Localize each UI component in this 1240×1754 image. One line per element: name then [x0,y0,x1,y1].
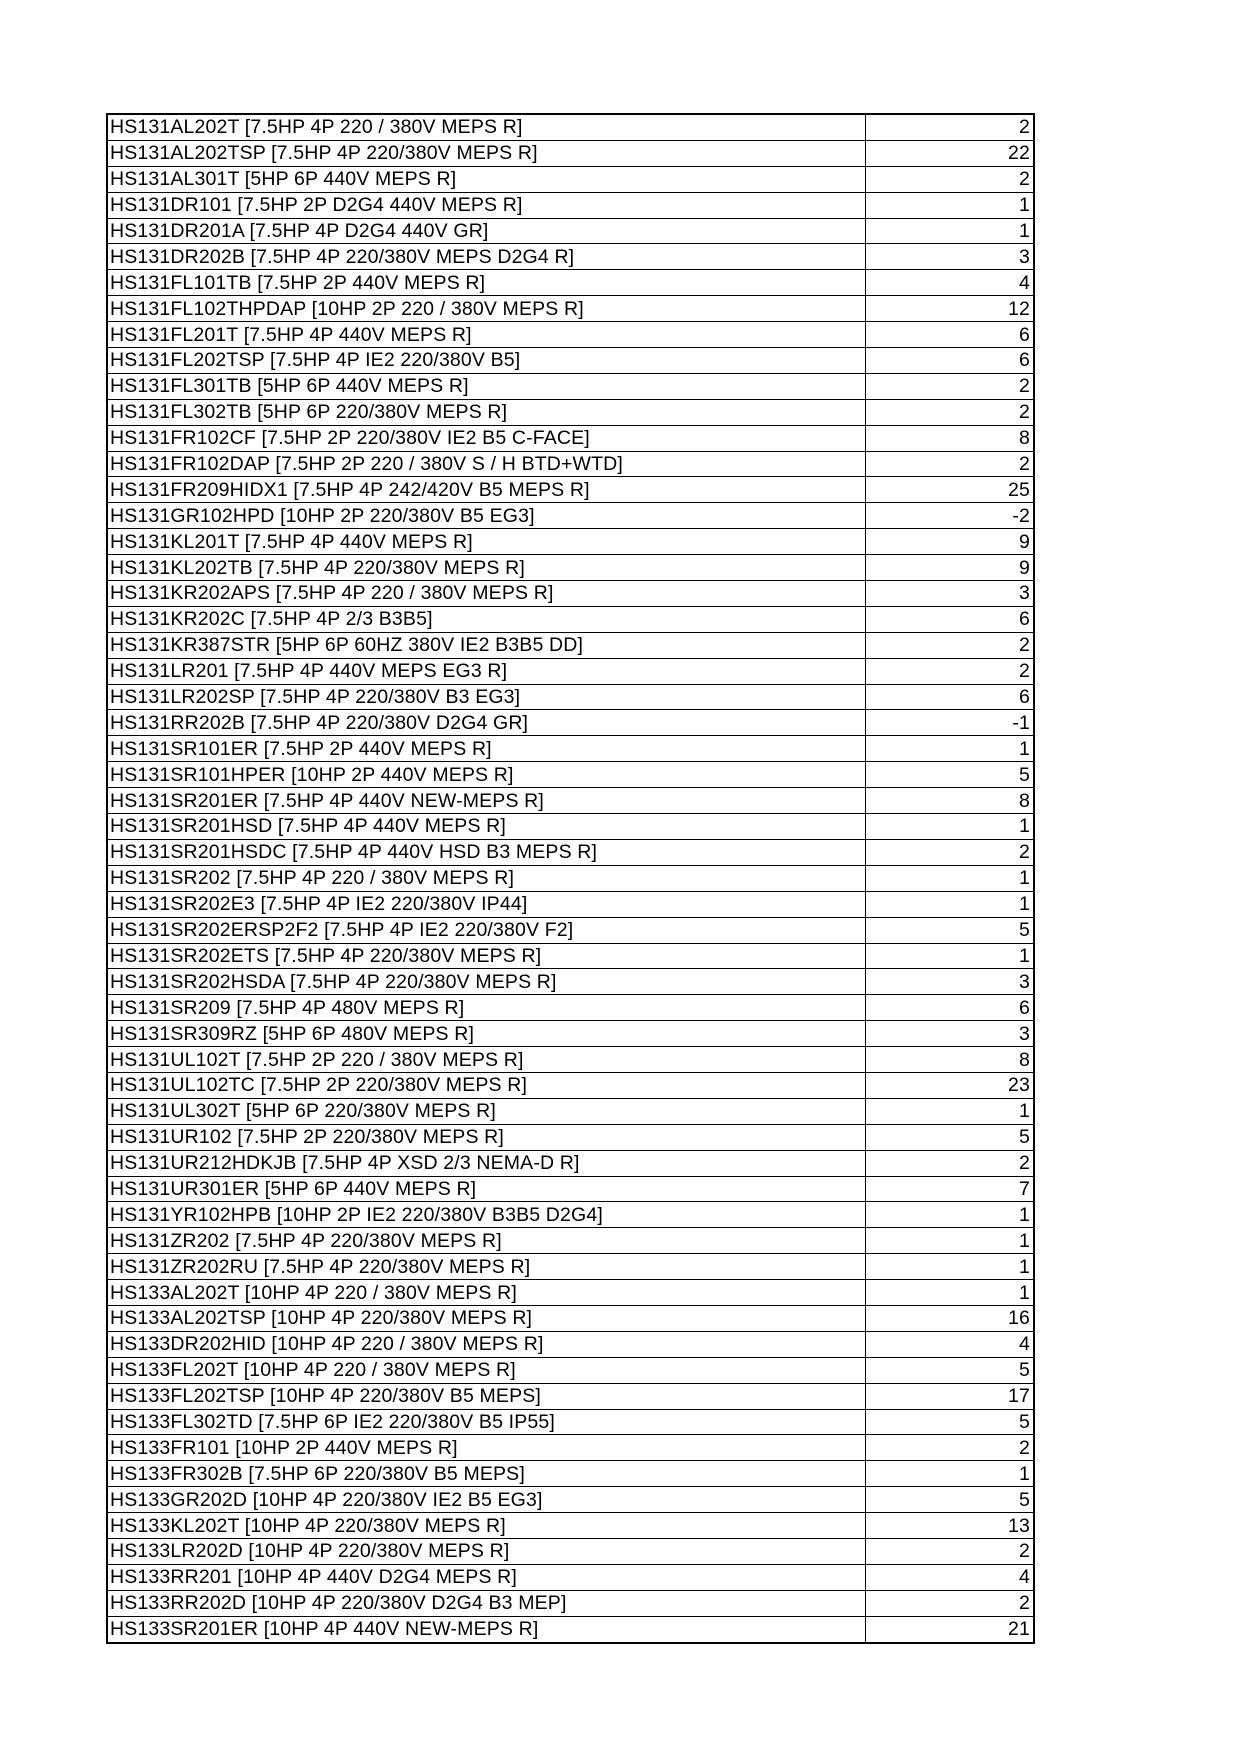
table-row [107,1357,1034,1383]
item-quantity-cell: -2 [866,503,1035,529]
item-quantity-cell: 8 [866,788,1035,814]
item-quantity-cell: 1 [866,1461,1035,1487]
table-row [107,814,1034,840]
item-description-cell: HS131SR201ER [7.5HP 4P 440V NEW-MEPS R] [107,788,866,814]
table-row [107,1590,1034,1616]
item-description-cell: HS131ZR202 [7.5HP 4P 220/380V MEPS R] [107,1228,866,1254]
table-row [107,917,1034,943]
item-description-cell: HS131FL202TSP [7.5HP 4P IE2 220/380V B5] [107,348,866,374]
item-quantity-cell: 7 [866,1176,1035,1202]
table-row [107,788,1034,814]
item-quantity-cell: 1 [866,1228,1035,1254]
item-description-cell: HS131KL202TB [7.5HP 4P 220/380V MEPS R] [107,555,866,581]
table-row [107,839,1034,865]
item-description-cell: HS131FL101TB [7.5HP 2P 440V MEPS R] [107,270,866,296]
item-description-cell: HS131FL302TB [5HP 6P 220/380V MEPS R] [107,399,866,425]
item-description-cell: HS133DR202HID [10HP 4P 220 / 380V MEPS R] [107,1331,866,1357]
table-row [107,969,1034,995]
table-row [107,658,1034,684]
item-quantity-cell: 1 [866,1202,1035,1228]
item-description-cell: HS131DR202B [7.5HP 4P 220/380V MEPS D2G4 R] [107,244,866,270]
item-quantity-cell: 2 [866,399,1035,425]
table-row [107,1176,1034,1202]
table-row [107,1461,1034,1487]
table-row [107,296,1034,322]
item-description-cell: HS131SR201HSD [7.5HP 4P 440V MEPS R] [107,814,866,840]
table-row [107,529,1034,555]
item-description-cell: HS131GR102HPD [10HP 2P 220/380V B5 EG3] [107,503,866,529]
table-row [107,865,1034,891]
table-row [107,1098,1034,1124]
item-quantity-cell: 8 [866,425,1035,451]
item-quantity-cell: 22 [866,140,1035,166]
table-row [107,632,1034,658]
item-description-cell: HS133AL202T [10HP 4P 220 / 380V MEPS R] [107,1280,866,1306]
table-row [107,1228,1034,1254]
inventory-table-body [107,114,1034,1643]
table-row [107,1435,1034,1461]
item-quantity-cell: 2 [866,1590,1035,1616]
item-quantity-cell: 1 [866,943,1035,969]
item-description-cell: HS131AL301T [5HP 6P 440V MEPS R] [107,166,866,192]
item-quantity-cell: 6 [866,606,1035,632]
item-description-cell: HS131KL201T [7.5HP 4P 440V MEPS R] [107,529,866,555]
table-row [107,1280,1034,1306]
table-row [107,1616,1034,1642]
item-description-cell: HS131LR201 [7.5HP 4P 440V MEPS EG3 R] [107,658,866,684]
table-row [107,1487,1034,1513]
item-description-cell: HS133FL202TSP [10HP 4P 220/380V B5 MEPS] [107,1383,866,1409]
item-description-cell: HS131FL102THPDAP [10HP 2P 220 / 380V MEPS R] [107,296,866,322]
table-row [107,1202,1034,1228]
table-row [107,399,1034,425]
item-description-cell: HS133AL202TSP [10HP 4P 220/380V MEPS R] [107,1305,866,1331]
item-description-cell: HS133FL202T [10HP 4P 220 / 380V MEPS R] [107,1357,866,1383]
item-description-cell: HS131FR102CF [7.5HP 2P 220/380V IE2 B5 C-FACE] [107,425,866,451]
item-quantity-cell: 9 [866,555,1035,581]
inventory-table [106,113,1035,1644]
item-quantity-cell: 6 [866,995,1035,1021]
table-row [107,322,1034,348]
table-row [107,218,1034,244]
item-quantity-cell: 9 [866,529,1035,555]
table-row [107,166,1034,192]
item-description-cell: HS133LR202D [10HP 4P 220/380V MEPS R] [107,1538,866,1564]
table-row [107,684,1034,710]
item-quantity-cell: 5 [866,917,1035,943]
table-row [107,762,1034,788]
table-row [107,1047,1034,1073]
item-description-cell: HS131SR101ER [7.5HP 2P 440V MEPS R] [107,736,866,762]
item-description-cell: HS131UL102T [7.5HP 2P 220 / 380V MEPS R] [107,1047,866,1073]
item-quantity-cell: 5 [866,1357,1035,1383]
table-row [107,114,1034,140]
table-row [107,710,1034,736]
table-row [107,1331,1034,1357]
table-row [107,555,1034,581]
item-quantity-cell: 1 [866,1254,1035,1280]
item-quantity-cell: 4 [866,270,1035,296]
item-quantity-cell: 3 [866,969,1035,995]
item-quantity-cell: 3 [866,1021,1035,1047]
item-quantity-cell: 2 [866,632,1035,658]
table-row [107,348,1034,374]
item-quantity-cell: 2 [866,114,1035,140]
table-row [107,373,1034,399]
item-description-cell: HS131SR202 [7.5HP 4P 220 / 380V MEPS R] [107,865,866,891]
table-row [107,1409,1034,1435]
item-quantity-cell: 21 [866,1616,1035,1642]
item-quantity-cell: 6 [866,684,1035,710]
item-description-cell: HS131FL301TB [5HP 6P 440V MEPS R] [107,373,866,399]
item-description-cell: HS131KR202APS [7.5HP 4P 220 / 380V MEPS R] [107,581,866,607]
table-row [107,477,1034,503]
table-row [107,581,1034,607]
table-row [107,943,1034,969]
table-row [107,1383,1034,1409]
item-description-cell: HS131ZR202RU [7.5HP 4P 220/380V MEPS R] [107,1254,866,1280]
item-description-cell: HS133GR202D [10HP 4P 220/380V IE2 B5 EG3] [107,1487,866,1513]
item-quantity-cell: 16 [866,1305,1035,1331]
table-row [107,606,1034,632]
item-quantity-cell: 2 [866,166,1035,192]
item-description-cell: HS131DR101 [7.5HP 2P D2G4 440V MEPS R] [107,192,866,218]
item-description-cell: HS133SR201ER [10HP 4P 440V NEW-MEPS R] [107,1616,866,1642]
item-quantity-cell: 1 [866,1280,1035,1306]
item-description-cell: HS131SR202ERSP2F2 [7.5HP 4P IE2 220/380V F2] [107,917,866,943]
item-description-cell: HS131FR209HIDX1 [7.5HP 4P 242/420V B5 MEPS R] [107,477,866,503]
item-quantity-cell: 1 [866,218,1035,244]
table-row [107,192,1034,218]
item-quantity-cell: 1 [866,736,1035,762]
item-description-cell: HS131SR202E3 [7.5HP 4P IE2 220/380V IP44] [107,891,866,917]
item-quantity-cell: 3 [866,581,1035,607]
item-description-cell: HS131LR202SP [7.5HP 4P 220/380V B3 EG3] [107,684,866,710]
item-quantity-cell: 1 [866,192,1035,218]
table-row [107,1305,1034,1331]
table-row [107,1564,1034,1590]
item-description-cell: HS131UL102TC [7.5HP 2P 220/380V MEPS R] [107,1072,866,1098]
table-row [107,270,1034,296]
item-quantity-cell: 1 [866,814,1035,840]
table-row [107,1513,1034,1539]
item-quantity-cell: 5 [866,762,1035,788]
table-row [107,1150,1034,1176]
item-quantity-cell: 2 [866,1538,1035,1564]
item-description-cell: HS133FR302B [7.5HP 6P 220/380V B5 MEPS] [107,1461,866,1487]
item-quantity-cell: 2 [866,373,1035,399]
item-description-cell: HS131UL302T [5HP 6P 220/380V MEPS R] [107,1098,866,1124]
item-description-cell: HS131DR201A [7.5HP 4P D2G4 440V GR] [107,218,866,244]
table-row [107,1538,1034,1564]
item-quantity-cell: 2 [866,451,1035,477]
item-description-cell: HS131AL202TSP [7.5HP 4P 220/380V MEPS R] [107,140,866,166]
table-row [107,736,1034,762]
item-description-cell: HS131UR102 [7.5HP 2P 220/380V MEPS R] [107,1124,866,1150]
item-description-cell: HS131FR102DAP [7.5HP 2P 220 / 380V S / H BTD+WTD] [107,451,866,477]
item-quantity-cell: 1 [866,1098,1035,1124]
item-description-cell: HS133KL202T [10HP 4P 220/380V MEPS R] [107,1513,866,1539]
item-quantity-cell: 2 [866,839,1035,865]
item-quantity-cell: 5 [866,1124,1035,1150]
item-description-cell: HS131KR387STR [5HP 6P 60HZ 380V IE2 B3B5 DD] [107,632,866,658]
table-row [107,1021,1034,1047]
item-quantity-cell: 8 [866,1047,1035,1073]
table-row [107,503,1034,529]
item-description-cell: HS131SR202ETS [7.5HP 4P 220/380V MEPS R] [107,943,866,969]
item-quantity-cell: 12 [866,296,1035,322]
table-row [107,244,1034,270]
item-quantity-cell: 5 [866,1409,1035,1435]
item-quantity-cell: 1 [866,865,1035,891]
table-row [107,425,1034,451]
item-quantity-cell: 13 [866,1513,1035,1539]
item-quantity-cell: 2 [866,1435,1035,1461]
item-quantity-cell: 2 [866,1150,1035,1176]
table-row [107,451,1034,477]
table-row [107,995,1034,1021]
item-quantity-cell: 4 [866,1331,1035,1357]
item-quantity-cell: 23 [866,1072,1035,1098]
item-description-cell: HS131SR101HPER [10HP 2P 440V MEPS R] [107,762,866,788]
item-description-cell: HS131RR202B [7.5HP 4P 220/380V D2G4 GR] [107,710,866,736]
item-quantity-cell: 3 [866,244,1035,270]
table-row [107,1124,1034,1150]
item-description-cell: HS131SR201HSDC [7.5HP 4P 440V HSD B3 MEPS R] [107,839,866,865]
item-description-cell: HS131AL202T [7.5HP 4P 220 / 380V MEPS R] [107,114,866,140]
table-row [107,140,1034,166]
item-quantity-cell: 6 [866,348,1035,374]
item-quantity-cell: 17 [866,1383,1035,1409]
item-description-cell: HS131UR301ER [5HP 6P 440V MEPS R] [107,1176,866,1202]
item-description-cell: HS133FR101 [10HP 2P 440V MEPS R] [107,1435,866,1461]
item-description-cell: HS133RR202D [10HP 4P 220/380V D2G4 B3 MEP] [107,1590,866,1616]
item-quantity-cell: 4 [866,1564,1035,1590]
item-description-cell: HS131KR202C [7.5HP 4P 2/3 B3B5] [107,606,866,632]
item-quantity-cell: 5 [866,1487,1035,1513]
table-row [107,1072,1034,1098]
item-quantity-cell: 25 [866,477,1035,503]
item-description-cell: HS131SR209 [7.5HP 4P 480V MEPS R] [107,995,866,1021]
item-description-cell: HS133RR201 [10HP 4P 440V D2G4 MEPS R] [107,1564,866,1590]
item-description-cell: HS131SR309RZ [5HP 6P 480V MEPS R] [107,1021,866,1047]
table-row [107,1254,1034,1280]
item-description-cell: HS131YR102HPB [10HP 2P IE2 220/380V B3B5 D2G4] [107,1202,866,1228]
item-description-cell: HS131FL201T [7.5HP 4P 440V MEPS R] [107,322,866,348]
item-quantity-cell: -1 [866,710,1035,736]
item-quantity-cell: 1 [866,891,1035,917]
item-quantity-cell: 6 [866,322,1035,348]
table-row [107,891,1034,917]
item-description-cell: HS133FL302TD [7.5HP 6P IE2 220/380V B5 IP55] [107,1409,866,1435]
item-description-cell: HS131SR202HSDA [7.5HP 4P 220/380V MEPS R] [107,969,866,995]
item-quantity-cell: 2 [866,658,1035,684]
item-description-cell: HS131UR212HDKJB [7.5HP 4P XSD 2/3 NEMA-D R] [107,1150,866,1176]
